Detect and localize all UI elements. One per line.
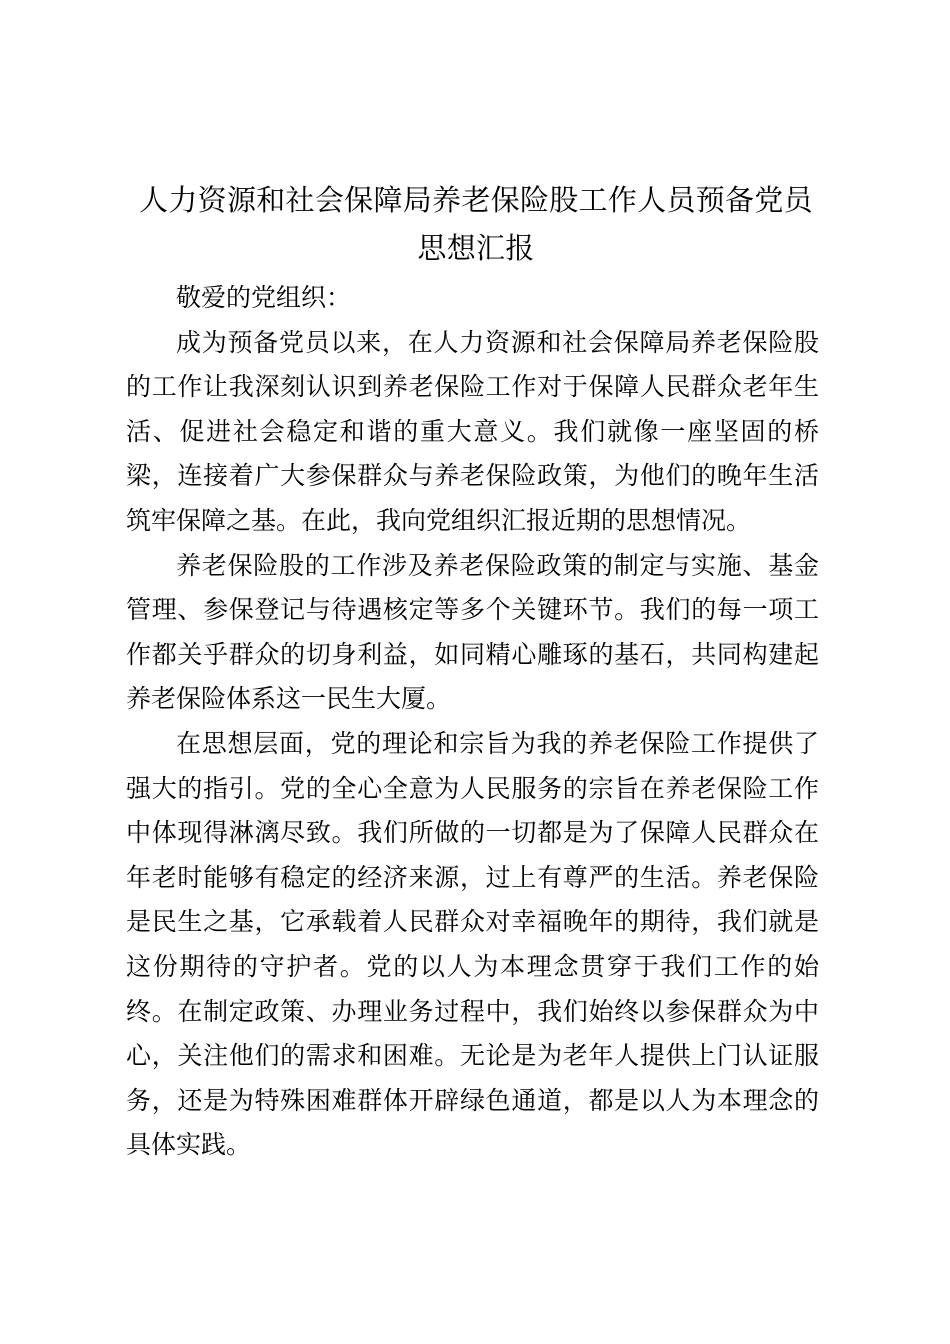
body-paragraph: 养老保险股的工作涉及养老保险政策的制定与实施、基金管理、参保登记与待遇核定等多个关键环节。我们的每一项工作都关乎群众的切身利益，如同精心雕琢的基石，共同构建起养老保险体系这一民生大厦。: [126, 550, 819, 714]
document-body: [126, 276, 819, 1168]
body-paragraph: 在思想层面，党的理论和宗旨为我的养老保险工作提供了强大的指引。党的全心全意为人民服务的宗旨在养老保险工作中体现得淋漓尽致。我们所做的一切都是为了保障人民群众在年老时能够有稳定的经济来源，过上有尊严的生活。养老保险是民生之基，它承载着人民群众对幸福晚年的期待，我们就是这份期待的守护者。党的以人为本理念贯穿于我们工作的始终。在制定政策、办理业务过程中，我们始终以参保群众为中心，关注他们的需求和困难。无论是为老年人提供上门认证服务，还是为特殊困难群体开辟绿色通道，都是以人为本理念的具体实践。: [126, 728, 819, 1160]
body-paragraph: 成为预备党员以来，在人力资源和社会保障局养老保险股的工作让我深刻认识到养老保险工作对于保障人民群众老年生活、促进社会稳定和谐的重大意义。我们就像一座坚固的桥梁，连接着广大参保群众与养老保险政策，为他们的晚年生活筑牢保障之基。在此，我向党组织汇报近期的思想情况。: [126, 327, 819, 535]
salutation: 敬爱的党组织：: [176, 283, 352, 312]
document-title: 人力资源和社会保障局养老保险股工作人员预备党员思想汇报: [139, 183, 813, 265]
